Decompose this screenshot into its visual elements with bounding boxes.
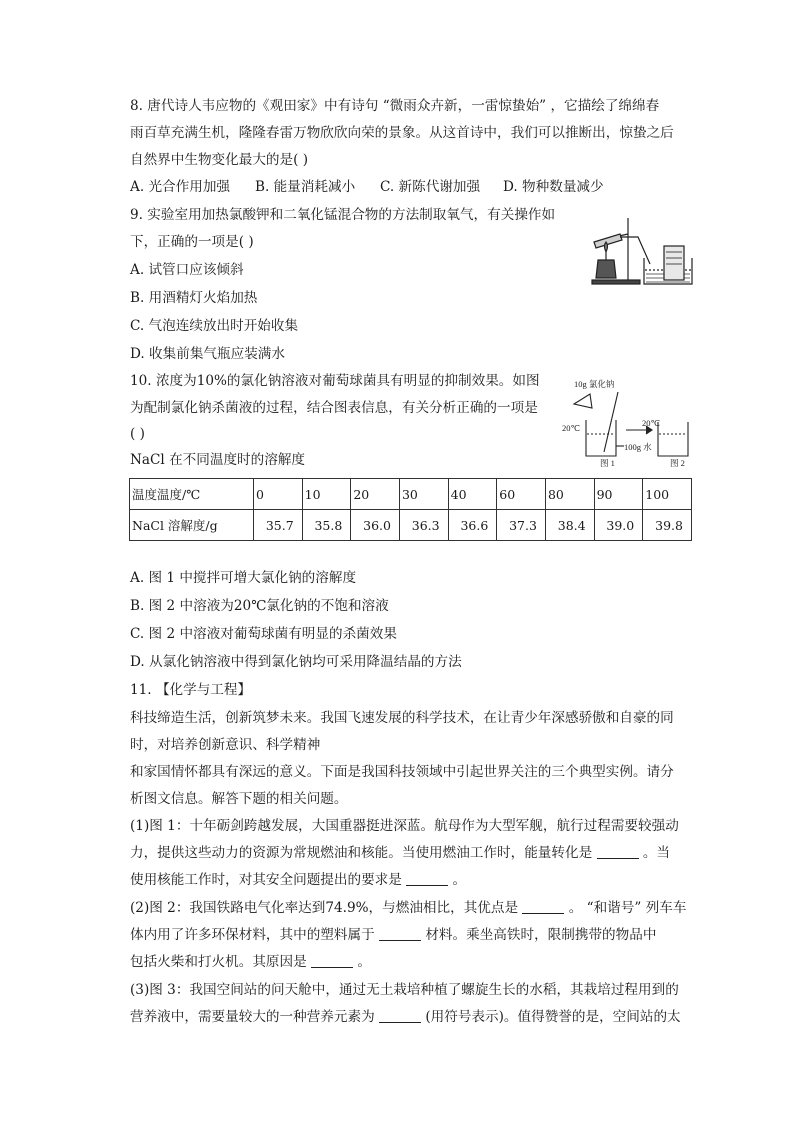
table-cell: 35.8 — [302, 510, 351, 541]
table-cell: 37.3 — [497, 510, 546, 541]
q10-option-a[interactable]: A. 图 1 中搅拌可增大氯化钠的溶解度 — [130, 570, 357, 586]
q11-sub3-text: 营养液中，需要量较大的一种营养元素为 — [130, 1009, 380, 1025]
q11-sub1-text: 使用核能工作时，对其安全问题提出的要求是 — [130, 872, 407, 888]
q11-sub1-text: 力，提供这些动力的资源为常规燃油和核能。当使用燃油工作时，能量转化是 — [130, 845, 597, 861]
q8-option-c[interactable]: C. 新陈代谢加强 — [380, 179, 481, 195]
nacl-solution-figure — [560, 376, 694, 472]
solubility-table-caption: NaCl 在不同温度时的溶解度 — [130, 452, 306, 468]
q10-line-2: 为配制氯化钠杀菌液的过程，结合图表信息，有关分析正确的一项是 — [130, 400, 538, 416]
answer-blank[interactable] — [597, 844, 639, 859]
table-header-solubility: NaCl 溶解度/g — [130, 510, 254, 541]
q10-option-d[interactable]: D. 从氯化钠溶液中得到氯化钠均可采用降温结晶的方法 — [130, 654, 462, 670]
q11-sub2-text: (2)图 2：我国铁路电气化率达到74.9%，与燃油相比，其优点是 — [130, 900, 523, 916]
table-cell: 39.8 — [643, 510, 692, 541]
q8-options — [130, 177, 604, 197]
q10-option-b[interactable]: B. 图 2 中溶液为20℃氯化钠的不饱和溶液 — [130, 598, 389, 614]
q9-option-d[interactable]: D. 收集前集气瓶应装满水 — [130, 346, 285, 362]
table-cell: 10 — [302, 479, 351, 510]
q11-sub3-line-1: (3)图 3：我国空间站的问天舱中，通过无土栽培种植了螺旋生长的水稻，其栽培过程用到的 — [130, 982, 679, 998]
q11-sub2-line-1 — [130, 898, 686, 918]
q11-sub1-line-1: (1)图 1：十年砺剑跨越发展，大国重器挺进深蓝。航母作为大型军舰，航行过程需要较强动 — [130, 818, 679, 834]
answer-blank[interactable] — [522, 899, 564, 914]
answer-blank[interactable] — [406, 871, 448, 886]
q8-option-b[interactable]: B. 能量消耗减小 — [255, 179, 356, 195]
q9-line-1: 9. 实验室用加热氯酸钾和二氧化锰混合物的方法制取氧气，有关操作如 — [130, 207, 556, 223]
table-cell: 38.4 — [545, 510, 594, 541]
q10-line-3: ( ) — [130, 426, 145, 442]
q11-para-1: 科技缔造生活，创新筑梦未来。我国飞速发展的科学技术，在让青少年深感骄傲和自豪的同 — [130, 710, 674, 726]
q10-line-1: 10. 浓度为10%的氯化钠溶液对葡萄球菌具有明显的抑制效果。如图 — [130, 373, 540, 389]
table-row — [130, 479, 692, 510]
table-cell: 35.7 — [254, 510, 303, 541]
q9-option-c[interactable]: C. 气泡连续放出时开始收集 — [130, 318, 299, 334]
table-row — [130, 510, 692, 541]
fig1-label: 图 1 — [600, 458, 615, 468]
q11-sub3-line-2 — [130, 1007, 681, 1027]
table-cell: 36.6 — [448, 510, 497, 541]
q11-para-4: 析图文信息。解答下题的相关问题。 — [130, 791, 348, 807]
table-cell: 36.3 — [399, 510, 448, 541]
q11-sub1-line-3 — [130, 870, 466, 890]
table-cell: 36.0 — [351, 510, 400, 541]
fig-temp1-label: 20℃ — [562, 423, 581, 433]
answer-blank[interactable] — [311, 953, 353, 968]
q9-option-b[interactable]: B. 用酒精灯火焰加热 — [130, 290, 258, 306]
table-cell: 20 — [351, 479, 400, 510]
answer-blank[interactable] — [379, 926, 421, 941]
q8-line-3: 自然界中生物变化最大的是( ) — [130, 152, 309, 168]
q11-para-3: 和家国情怀都具有深远的意义。下面是我国科技领域中引起世界关注的三个典型实例。请分 — [130, 764, 674, 780]
q9-line-2: 下，正确的一项是( ) — [130, 234, 254, 250]
q11-sub2-line-3 — [130, 952, 371, 972]
table-cell: 39.0 — [594, 510, 643, 541]
q11-sub3-text: (用符号表示)。值得赞誉的是，空间站的太 — [421, 1009, 681, 1025]
table-cell: 30 — [399, 479, 448, 510]
q11-sub2-text: 材料。乘坐高铁时，限制携带的物品中 — [421, 927, 657, 943]
fig-mass-label: 10g 氯化钠 — [574, 379, 615, 389]
fig-water-label: 100g 水 — [624, 442, 652, 452]
q11-title: 11. 【化学与工程】 — [130, 682, 252, 698]
table-cell: 90 — [594, 479, 643, 510]
q11-sub1-line-2 — [130, 843, 670, 863]
q8-line-2: 雨百草充满生机，隆隆春雷万物欣欣向荣的景象。从这首诗中，我们可以推断出，惊蛰之后 — [130, 125, 674, 141]
q11-para-2: 时，对培养创新意识、科学精神 — [130, 737, 321, 753]
q11-sub1-text: 。当 — [638, 845, 671, 861]
answer-blank[interactable] — [379, 1008, 421, 1023]
table-cell: 80 — [545, 479, 594, 510]
q11-sub1-text: 。 — [448, 872, 467, 888]
q8-option-a[interactable]: A. 光合作用加强 — [130, 179, 231, 195]
q11-sub2-text: 。 — [353, 954, 371, 970]
q11-sub2-line-2 — [130, 925, 656, 945]
table-cell: 60 — [497, 479, 546, 510]
fig2-label: 图 2 — [670, 458, 685, 468]
q11-sub2-text: 。 “和谐号” 列车车 — [564, 900, 687, 916]
q11-sub2-text: 体内用了许多环保材料，其中的塑料属于 — [130, 927, 380, 943]
q8-line-1: 8. 唐代诗人韦应物的《观田家》中有诗句 “微雨众卉新，一雷惊蛰始” ，它描绘了绵绵春 — [130, 98, 660, 114]
solubility-table — [129, 478, 692, 541]
table-header-temp: 温度温度/℃ — [130, 479, 254, 510]
q11-sub2-text: 包括火柴和打火机。其原因是 — [130, 954, 312, 970]
fig-temp2-label: 20℃ — [642, 418, 661, 428]
table-cell: 40 — [448, 479, 497, 510]
q9-option-a[interactable]: A. 试管口应该倾斜 — [130, 262, 244, 278]
q8-option-d[interactable]: D. 物种数量减少 — [503, 179, 604, 195]
table-cell: 100 — [643, 479, 692, 510]
q10-option-c[interactable]: C. 图 2 中溶液对葡萄球菌有明显的杀菌效果 — [130, 626, 397, 642]
oxygen-apparatus-figure — [588, 212, 694, 288]
table-cell: 0 — [254, 479, 303, 510]
